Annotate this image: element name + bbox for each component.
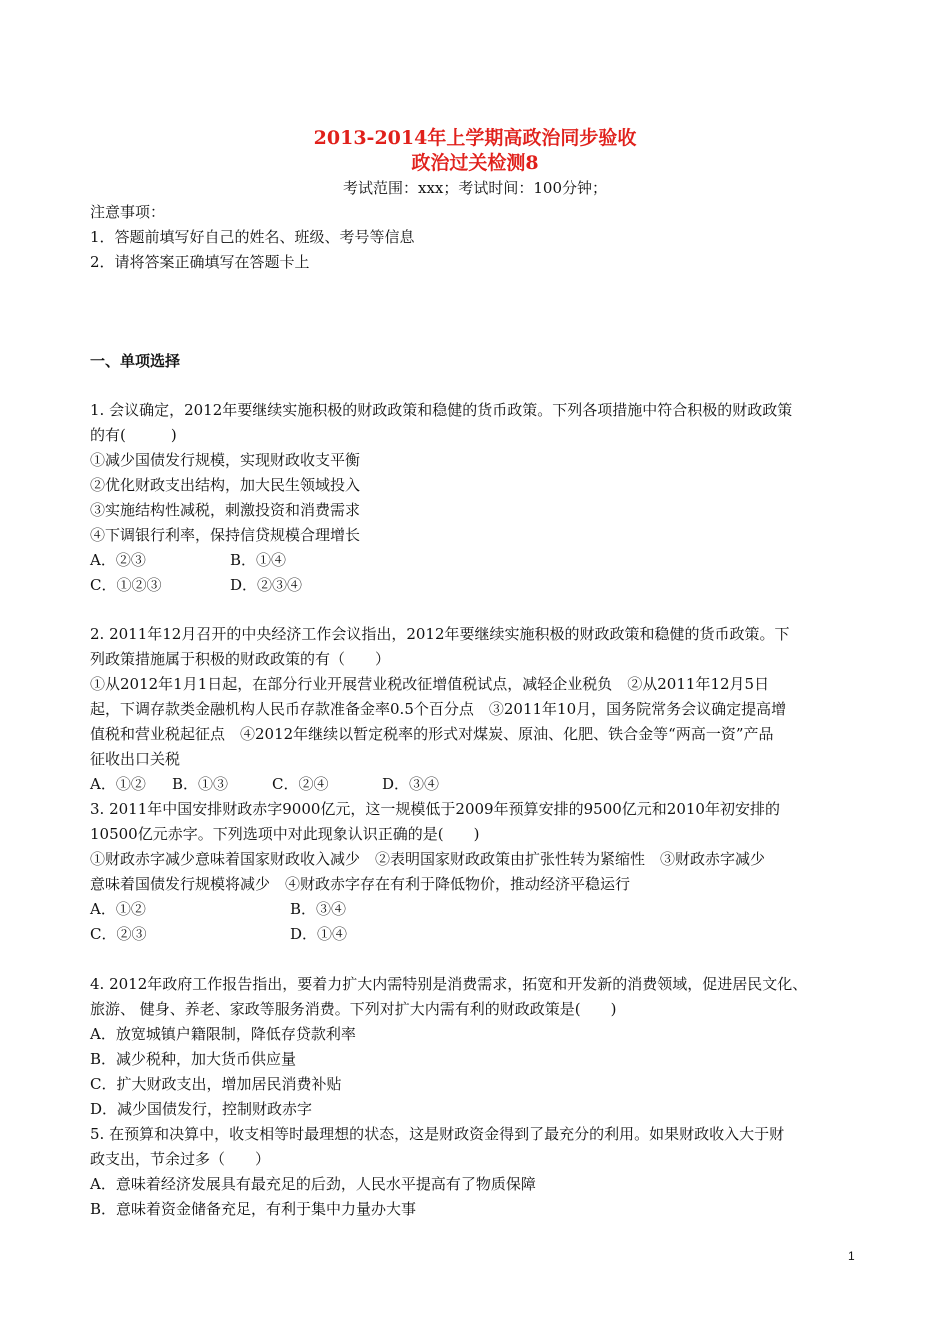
question-5-stem-cont: 政支出，节余过多（ ）: [90, 1150, 271, 1168]
exam-info: 考试范围：xxx；考试时间：100分钟；: [342, 179, 607, 197]
option-b[interactable]: B．①③: [172, 775, 229, 793]
question-3-stem-cont: 10500亿元赤字。下列选项中对此现象认识正确的是( ): [90, 825, 480, 843]
question-1-statement: ①减少国债发行规模，实现财政收支平衡: [90, 451, 361, 469]
question-1-options-row-1: [90, 548, 870, 573]
question-3-options-row-1: [90, 897, 870, 922]
question-2-statement: 起，下调存款类金融机构人民币存款准备金率0.5个百分点 ③2011年10月，国务院常务会议确定提高增: [90, 700, 787, 718]
option-b[interactable]: B．意味着资金储备充足，有利于集中力量办大事: [90, 1200, 417, 1218]
question-1-options-row-2: [90, 573, 870, 598]
option-a[interactable]: A．②③: [90, 551, 146, 569]
page-number: 1: [848, 1249, 855, 1263]
question-5-stem: 5. 在预算和决算中，收支相等时最理想的状态，这是财政资金得到了最充分的利用。如果财政收入大于财: [90, 1125, 785, 1143]
question-1-stem-cont: 的有( ): [90, 426, 177, 444]
option-c[interactable]: C．②④: [272, 775, 329, 793]
option-c[interactable]: C．②③: [90, 925, 147, 943]
question-1-stem: 1. 会议确定，2012年要继续实施积极的财政政策和稳健的货币政策。下列各项措施中符合积极的财政政策: [90, 401, 793, 419]
question-2-statement: 征收出口关税: [90, 750, 181, 768]
notice-heading: 注意事项：: [90, 203, 166, 221]
option-b[interactable]: B．③④: [290, 900, 347, 918]
question-2-statement: 值税和营业税起征点 ④2012年继续以暂定税率的形式对煤炭、原油、化肥、铁合金等“两高一资”产品: [90, 725, 774, 743]
question-1-statement: ④下调银行利率，保持信贷规模合理增长: [90, 526, 361, 544]
option-a[interactable]: A．①②: [90, 775, 146, 793]
option-d[interactable]: D．减少国债发行，控制财政赤字: [90, 1100, 313, 1118]
question-2-stem: 2. 2011年12月召开的中央经济工作会议指出，2012年要继续实施积极的财政政策和稳健的货币政策。下: [90, 625, 790, 643]
question-3-statement: ①财政赤字减少意味着国家财政收入减少 ②表明国家财政政策由扩张性转为紧缩性 ③财政赤字减少: [90, 850, 766, 868]
section-title: 一、单项选择: [90, 352, 181, 370]
question-4-stem-cont: 旅游、 健身、养老、家政等服务消费。下列对扩大内需有利的财政政策是( ): [90, 1000, 617, 1018]
notice-item: 1．答题前填写好自己的姓名、班级、考号等信息: [90, 228, 415, 246]
option-c[interactable]: C．扩大财政支出，增加居民消费补贴: [90, 1075, 342, 1093]
question-2-statement: ①从2012年1月1日起，在部分行业开展营业税改征增值税试点，减轻企业税负 ②从2011年12月5日: [90, 675, 770, 693]
option-a[interactable]: A．意味着经济发展具有最充足的后劲，人民水平提高有了物质保障: [90, 1175, 536, 1193]
question-1-statement: ③实施结构性减税，刺激投资和消费需求: [90, 501, 361, 519]
document-title: 2013-2014年上学期高政治同步验收: [313, 127, 637, 149]
question-2-stem-cont: 列政策措施属于积极的财政政策的有（ ）: [90, 650, 391, 668]
option-d[interactable]: D．①④: [290, 925, 348, 943]
notice-item: 2．请将答案正确填写在答题卡上: [90, 253, 310, 271]
option-b[interactable]: B．减少税种，加大货币供应量: [90, 1050, 297, 1068]
option-a[interactable]: A．①②: [90, 900, 146, 918]
question-3-statement: 意味着国债发行规模将减少 ④财政赤字存在有利于降低物价，推动经济平稳运行: [90, 875, 631, 893]
option-d[interactable]: D．②③④: [230, 576, 303, 594]
option-b[interactable]: B．①④: [230, 551, 287, 569]
question-1-statement: ②优化财政支出结构，加大民生领域投入: [90, 476, 361, 494]
document-subtitle-title: 政治过关检测8: [411, 152, 539, 174]
question-3-options-row-2: [90, 922, 870, 947]
option-c[interactable]: C．①②③: [90, 576, 162, 594]
question-3-stem: 3. 2011年中国安排财政赤字9000亿元，这一规模低于2009年预算安排的9500亿元和2010年初安排的: [90, 800, 780, 818]
option-a[interactable]: A．放宽城镇户籍限制，降低存贷款利率: [90, 1025, 356, 1043]
option-d[interactable]: D．③④: [382, 775, 440, 793]
question-4-stem: 4. 2012年政府工作报告指出，要着力扩大内需特别是消费需求，拓宽和开发新的消费领域，促进居民文化、: [90, 975, 808, 993]
